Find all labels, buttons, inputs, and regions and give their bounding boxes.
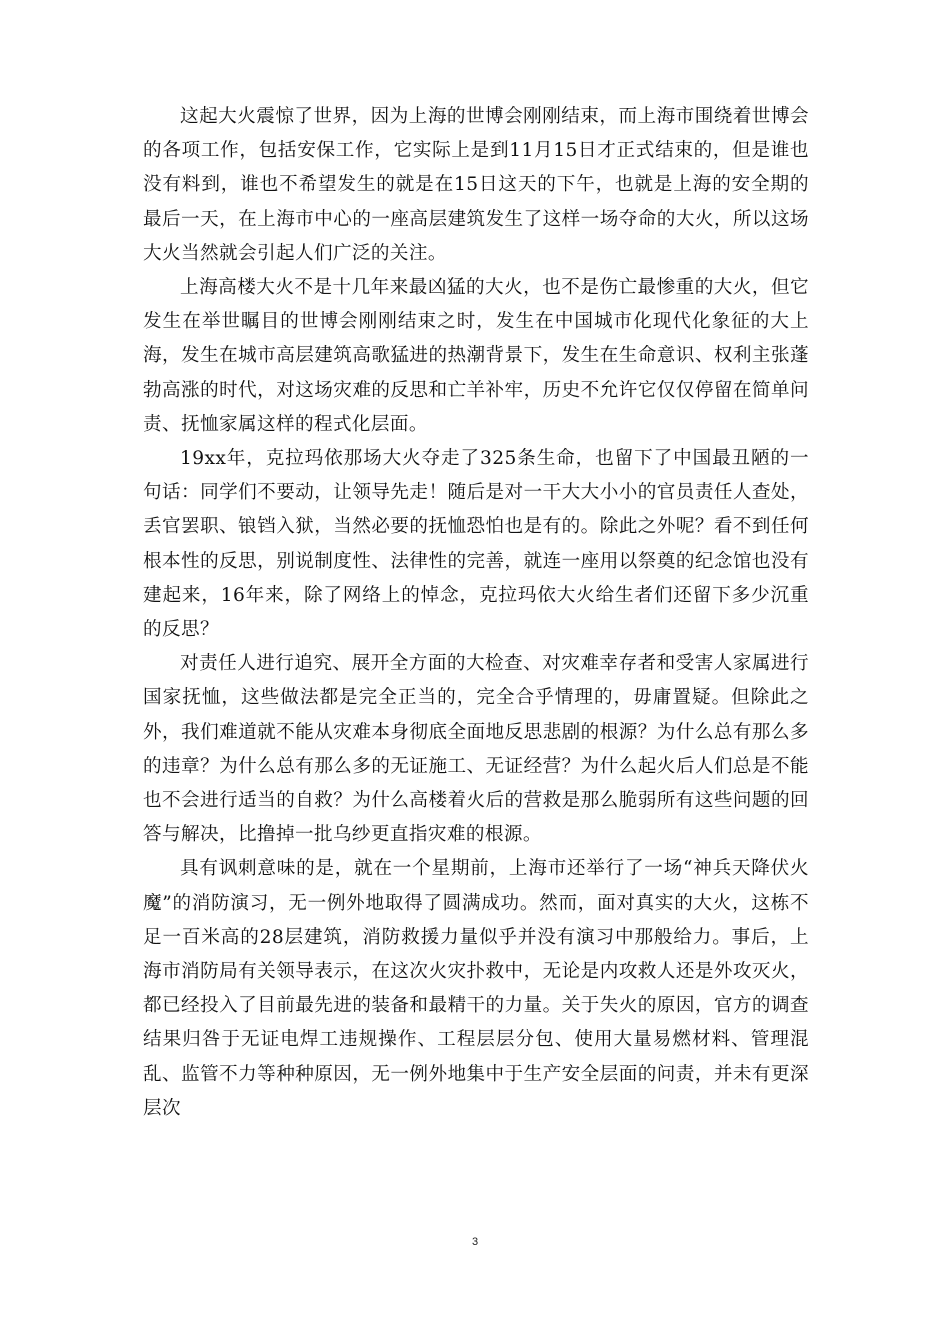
page-number: 3 <box>471 1236 479 1248</box>
paragraph: 对责任人进行追究、展开全方面的大检查、对灾难幸存者和受害人家属进行国家抚恤，这些做法都是完全正当的，完全合乎情理的，毋庸置疑。但除此之外，我们难道就不能从灾难本身彻底全面地反思悲剧的根源？为什么总有那么多的违章？为什么总有那么多的无证施工、无证经营？为什么起火后人们总是不能也不会进行适当的自救？为什么高楼着火后的营救是那么脆弱所有这些问题的回答与解决，比撸掉一批乌纱更直指灾难的根源。 <box>143 653 809 846</box>
paragraph: 上海高楼大火不是十几年来最凶猛的大火，也不是伤亡最惨重的大火，但它发生在举世瞩目的世博会刚刚结束之时，发生在中国城市化现代化象征的大上海，发生在城市高层建筑高歌猛进的热潮背景下，发生在生命意识、权利主张蓬勃高涨的时代，对这场灾难的反思和亡羊补牢，历史不允许它仅仅停留在简单问责、抚恤家属这样的程式化层面。 <box>143 277 809 435</box>
paragraph: 具有讽刺意味的是，就在一个星期前，上海市还举行了一场“神兵天降伏火魔”的消防演习，无一例外地取得了圆满成功。然而，面对真实的大火，这栋不足一百米高的28层建筑，消防救援力量似乎并没有演习中那般给力。事后，上海市消防局有关领导表示，在这次火灾扑救中，无论是内攻救人还是外攻灭火，都已经投入了目前最先进的装备和最精干的力量。关于失火的原因，官方的调查结果归咎于无证电焊工违规操作、工程层层分包、使用大量易燃材料、管理混乱、监管不力等种种原因，无一例外地集中于生产安全层面的问责，并未有更深层次 <box>143 858 809 1119</box>
body-text <box>143 100 809 1126</box>
paragraph: 19xx年，克拉玛依那场大火夺走了325条生命，也留下了中国最丑陋的一句话：同学们不要动，让领导先走！随后是对一干大大小小的官员责任人查处，丢官罢职、锒铛入狱，当然必要的抚恤恐怕也是有的。除此之外呢？看不到任何根本性的反思，别说制度性、法律性的完善，就连一座用以祭奠的纪念馆也没有建起来，16年来，除了网络上的悼念，克拉玛依大火给生者们还留下多少沉重的反思？ <box>143 448 809 641</box>
paragraph: 这起大火震惊了世界，因为上海的世博会刚刚结束，而上海市围绕着世博会的各项工作，包括安保工作，它实际上是到11月15日才正式结束的，但是谁也没有料到，谁也不希望发生的就是在15日这天的下午，也就是上海的安全期的最后一天，在上海市中心的一座高层建筑发生了这样一场夺命的大火，所以这场大火当然就会引起人们广泛的关注。 <box>143 106 809 264</box>
